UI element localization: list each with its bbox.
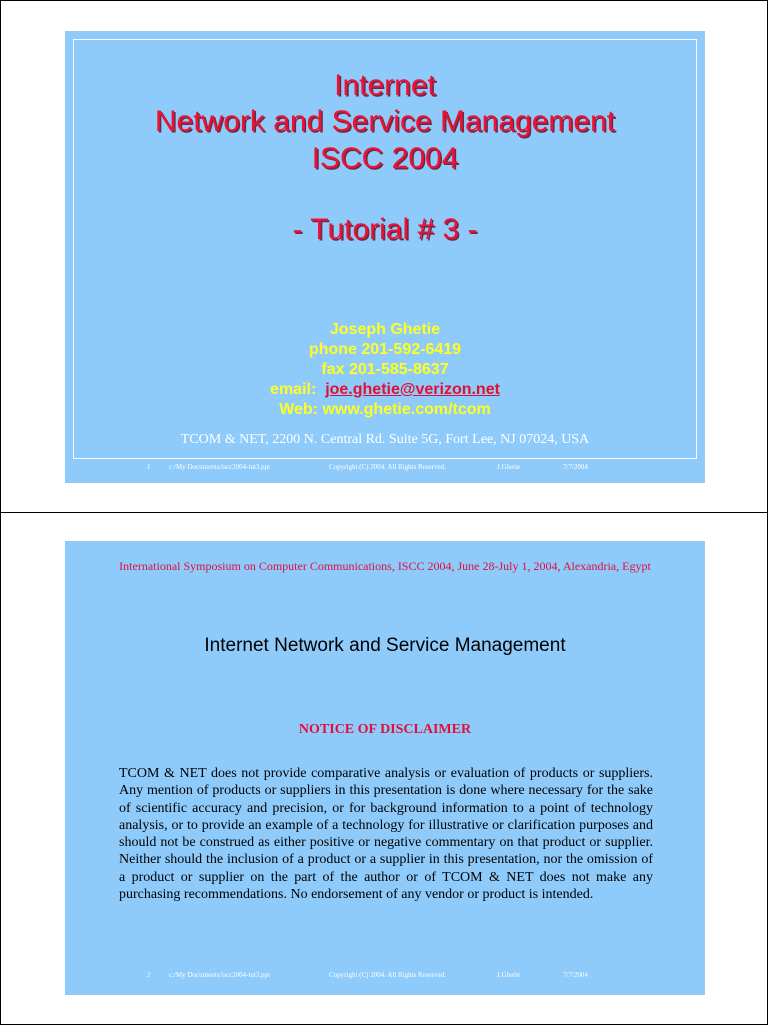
footer-copyright: Copyright (C) 2004. All Rights Reserved.	[329, 971, 446, 979]
title-line-network-management: Network and Service Management	[154, 105, 616, 138]
email-label: email:	[270, 381, 317, 398]
email-link[interactable]: joe.ghetie@verizon.net	[325, 381, 500, 398]
footer-date: 7/7/2004	[563, 971, 588, 979]
author-name: Joseph Ghetie	[329, 321, 441, 338]
title-line-internet: Internet	[334, 69, 436, 102]
title-line-iscc: ISCC 2004	[311, 142, 459, 175]
slide-footer	[65, 971, 705, 983]
disclaimer-heading: NOTICE OF DISCLAIMER	[298, 722, 472, 737]
symposium-header: International Symposium on Computer Communications, ISCC 2004, June 28-July 1, 2004, Alexandria, Egypt	[119, 559, 651, 573]
disclaimer-text: TCOM & NET does not provide comparative analysis or evaluation of products or suppliers. Any mention of products or suppliers in this presentation is done where necessary for the sake of scientific accuracy and precision, or for background information to a point of technology analysis, or to provide an example of a technology for illustrative or clarification purposes and should not be construed as either positive or negative commentary on that product or supplier. Neither should the inclusion of a product or a supplier in this presentation, nor the omission of a product or supplier on the part of the author or of TCOM & NET does not make any purchasing recommendations. No endorsement of any vendor or product is intended.	[119, 766, 653, 903]
fax-number: fax 201-585-8637	[321, 361, 449, 378]
tutorial-subtitle: - Tutorial # 3 -	[292, 213, 478, 246]
footer-file-path: c:/My Documents/iscc2004-tut3.ppt	[169, 463, 271, 471]
slide-2	[65, 541, 705, 995]
footer-author: J.Ghetie	[497, 463, 521, 471]
footer-author: J.Ghetie	[497, 971, 521, 979]
footer-file-path: c:/My Documents/iscc2004-tut3.ppt	[169, 971, 271, 979]
company-address: TCOM & NET, 2200 N. Central Rd. Suite 5G, Fort Lee, NJ 07024, USA	[180, 432, 590, 447]
slide-footer	[65, 463, 705, 475]
footer-date: 7/7/2004	[563, 463, 588, 471]
slide-1	[65, 31, 705, 483]
phone-number: phone 201-592-6419	[308, 341, 462, 358]
email-line	[65, 380, 705, 400]
slide-title: Internet Network and Service Management	[204, 635, 566, 656]
web-address: Web: www.ghetie.com/tcom	[279, 401, 491, 418]
footer-page-number: 1	[147, 463, 151, 471]
page-frame-2	[0, 512, 768, 1025]
footer-page-number: 2	[147, 971, 151, 979]
footer-copyright: Copyright (C) 2004. All Rights Reserved.	[329, 463, 446, 471]
